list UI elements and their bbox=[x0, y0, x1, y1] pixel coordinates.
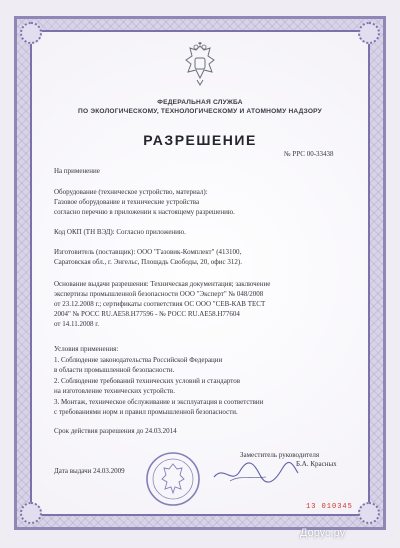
condition-line: на изготовление технических устройств. bbox=[54, 387, 175, 395]
basis-line: от 23.12.2008 г.; сертификаты соответствия ОС ООО "СЕВ-КАВ ТЕСТ bbox=[54, 300, 266, 308]
issue-date: Дата выдачи 24.03.2009 bbox=[54, 467, 125, 475]
permit-number: № РРС 00-33438 bbox=[284, 150, 334, 158]
official-stamp bbox=[144, 450, 202, 508]
site-watermark: Дорус.ру bbox=[300, 527, 346, 539]
serial-number: 13 010345 bbox=[306, 503, 353, 511]
manufacturer-line: Саратовская обл., г. Энгельс, Площадь Свободы, 20, офис 312). bbox=[54, 258, 242, 266]
manufacturer-line: Изготовитель (поставщик): ООО "Газовик-Комплект" (413100, bbox=[54, 248, 242, 256]
basis-line: экспертизы промышленной безопасности ООО "Эксперт" № 048/2008 bbox=[54, 290, 264, 298]
condition-line: 1. Соблюдение законодательства Российской Федерации bbox=[54, 356, 223, 364]
okp-code-line: Код ОКП (ТН ВЭД): Согласно приложению. bbox=[54, 228, 186, 236]
validity-line: Срок действия разрешения до 24.03.2014 bbox=[54, 427, 177, 435]
equipment-line: Оборудование (техническое устройство, материал): bbox=[54, 188, 208, 196]
agency-name-line2: ПО ЭКОЛОГИЧЕСКОМУ, ТЕХНОЛОГИЧЕСКОМУ И АТОМНОМУ НАДЗОРУ bbox=[78, 108, 322, 115]
equipment-line: Газовое оборудование и технические устройства bbox=[54, 198, 200, 206]
corner-rosette bbox=[20, 22, 42, 44]
signer-name: Б.А. Красных bbox=[296, 460, 337, 468]
signature-scrawl bbox=[210, 455, 300, 489]
conditions-label: Условия применения: bbox=[54, 345, 119, 353]
corner-rosette bbox=[20, 502, 42, 524]
document-title: РАЗРЕШЕНИЕ bbox=[143, 132, 257, 148]
coat-of-arms-emblem bbox=[182, 42, 218, 86]
basis-line: Основание выдачи разрешения: Техническая документация; заключение bbox=[54, 280, 271, 288]
condition-line: 3. Монтаж, техническое обслуживание и эксплуатация в соответствии bbox=[54, 398, 264, 406]
basis-line: от 14.11.2008 г. bbox=[54, 320, 100, 328]
condition-line: с требованиями норм и правил промышленной безопасности. bbox=[54, 408, 238, 416]
equipment-line: согласно перечню в приложении к настоящему разрешению. bbox=[54, 208, 235, 216]
corner-rosette bbox=[358, 502, 380, 524]
application-label: На применение bbox=[54, 167, 100, 175]
signer-position: Заместитель руководителя bbox=[240, 451, 320, 459]
condition-line: в области промышленной безопасности. bbox=[54, 366, 175, 374]
basis-line: 2004" № РОСС RU.AE58.H77596 - № РОСС RU.AE58.H77604 bbox=[54, 310, 240, 318]
condition-line: 2. Соблюдение требований технических условий и стандартов bbox=[54, 377, 241, 385]
agency-name-line1: ФЕДЕРАЛЬНАЯ СЛУЖБА bbox=[157, 99, 243, 106]
corner-rosette bbox=[358, 22, 380, 44]
